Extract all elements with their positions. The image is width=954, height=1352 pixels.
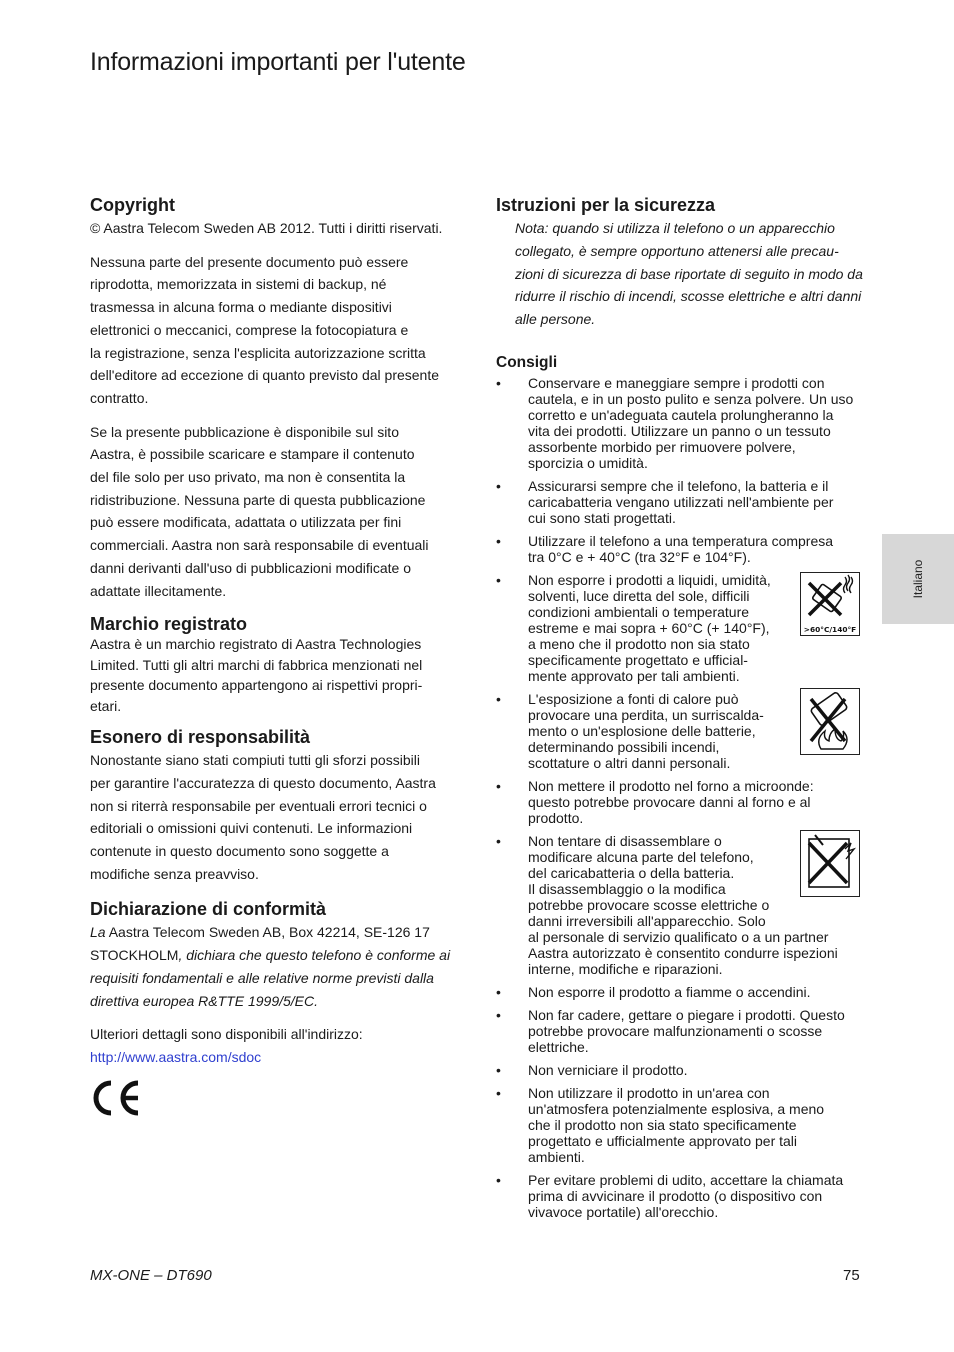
trademark-text: Aastra è un marchio registrato di Aastra Technologies Limited. Tutti gli altri marchi di fabbrica menzionati nel presente documento appartengono ai rispettivi propri- etari. <box>90 636 423 714</box>
disclaimer-heading: Esonero di responsabilità <box>90 727 311 748</box>
trademark-heading: Marchio registrato <box>90 614 248 635</box>
list-item: • Conservare e maneggiare sempre i prodotti con cautela, e in un posto pulito e senza polvere. Un uso corretto e un'adeguata cautela prolungheranno la vita dei prodotti. Utilizzare un panno o un tessuto assorbente morbido per rimuovere polvere, sporcizia o umidità. <box>496 374 854 471</box>
footer-product: MX-ONE – DT690 <box>90 1267 212 1284</box>
copyright-paragraph-1: Nessuna parte del presente documento può essere riprodotta, memorizzata in sistemi di backup, né trasmessa in alcuna forma o mediante dispositivi elettronici o meccanici, comprese la fotocopiatura e la registrazione, senza l'esplicita autorizzazione scritta dell'editore ad eccezione di quanto previsto dal presente contratto. <box>90 253 440 406</box>
copyright-paragraph-2: Se la presente pubblicazione è disponibile sul sito Aastra, è possibile scaricare e stampare il contenuto del file solo per uso privato, ma non è consentita la ridistribuzione. Nessuna parte di questa pubblicazione può essere modificata, adattata o utilizzata per fini commerciali. Aastra non sarà responsabile di eventuali danni derivanti dall'uso di pubblicazioni modificate o adattate illecitamente. <box>90 423 429 599</box>
left-column <box>90 193 462 1069</box>
page-title: Informazioni importanti per l'utente <box>90 48 466 76</box>
disclaimer-text: Nonostante siano stati compiuti tutti gli sforzi possibili per garantire l'accuratezza di questo documento, Aastra non si riterrà responsabile per eventuali errori tecnici o editoriali o omissioni quivi contenuti. Le informazioni contenute in questo documento sono soggette a modifiche senza preavviso. <box>90 752 436 882</box>
conformity-more: Ulteriori dettagli sono disponibili all'indirizzo: <box>90 1026 363 1043</box>
no-disassembly-icon <box>800 830 860 897</box>
no-liquids-temperature-icon <box>800 572 860 636</box>
copyright-heading: Copyright <box>90 195 175 215</box>
language-label: Italiano <box>911 559 925 599</box>
list-item: • Non far cadere, gettare o piegare i prodotti. Questo potrebbe provocare malfunzionamenti o scosse elettriche. <box>496 1006 845 1055</box>
right-column <box>496 193 864 1227</box>
language-side-tab <box>882 534 954 624</box>
list-item: • Non verniciare il prodotto. <box>496 1061 688 1078</box>
list-item: • Non tentare di disassemblare o modificare alcuna parte del telefono, del caricabatteria o della batteria. Il disassemblaggio o la modifica potrebbe provocare scosse elettriche o danni irreversibili all'apparecchio. Solo al personale di servizio qualificato o a un partner Aastra autorizzato è consentito condurre ispezioni interne, modifiche e riparazioni. <box>496 833 864 977</box>
ce-mark-icon <box>93 1079 143 1122</box>
conformity-heading: Dichiarazione di conformità <box>90 899 327 920</box>
conformity-text: La Aastra Telecom Sweden AB, Box 42214, SE-126 17 STOCKHOLM, dichiara che questo telefono è conforme ai requisiti fondamentali e alle relative norme previsti dalla direttiva europea R&TTE 1999/5/EC. <box>90 924 451 1009</box>
no-heat-fire-icon <box>800 688 860 755</box>
list-item: • Non esporre il prodotto a fiamme o accendini. <box>496 983 811 1000</box>
copyright-line: © Aastra Telecom Sweden AB 2012. Tutti i diritti riservati. <box>90 220 443 236</box>
list-item: • L'esposizione a fonti di calore può provocare una perdita, un surriscalda- mento o un'esplosione delle batterie, determinando possibili incendi, scottature o altri danni personali. <box>496 691 864 771</box>
page-number: 75 <box>843 1267 860 1284</box>
list-item: • Assicurarsi sempre che il telefono, la batteria e il caricabatteria vengano utilizzati nell'ambiente per cui sono stati progettati. <box>496 477 834 526</box>
temperature-icon-label: >60°C/140°F <box>803 624 857 634</box>
safety-note: Nota: quando si utilizza il telefono o un apparecchio collegato, è sempre opportuno attenersi alle precau- zioni di sicurezza di base riportate di seguito in modo da ridurre il rischio di incendi, scosse elettriche e altri danni alle persone. <box>515 220 863 328</box>
tips-list <box>496 375 864 1220</box>
safety-heading: Istruzioni per la sicurezza <box>496 195 716 215</box>
list-item: • Per evitare problemi di udito, accettare la chiamata prima di avvicinare il prodotto (o dispositivo con vivavoce portatile) all'orecchio. <box>496 1171 844 1220</box>
list-item: • Utilizzare il telefono a una temperatura compresa tra 0°C e + 40°C (tra 32°F e 104°F). <box>496 532 834 565</box>
tips-heading: Consigli <box>496 353 558 371</box>
sdoc-link[interactable]: http://www.aastra.com/sdoc <box>90 1048 262 1065</box>
list-item: • Non mettere il prodotto nel forno a microonde: questo potrebbe provocare danni al forno e al prodotto. <box>496 777 814 826</box>
list-item: • Non esporre i prodotti a liquidi, umidità, solventi, luce diretta del sole, difficili condizioni ambientali o temperature estreme e mai sopra + 60°C (+ 140°F), a meno che il prodotto non sia stato specificamente progettato e ufficial- mente approvato per tali ambienti. >60°C/140°F <box>496 572 864 684</box>
list-item: • Non utilizzare il prodotto in un'area con un'atmosfera potenzialmente esplosiva, a meno che il prodotto non sia stato specificamente progettato e ufficialmente approvato per tali ambienti. <box>496 1084 825 1165</box>
